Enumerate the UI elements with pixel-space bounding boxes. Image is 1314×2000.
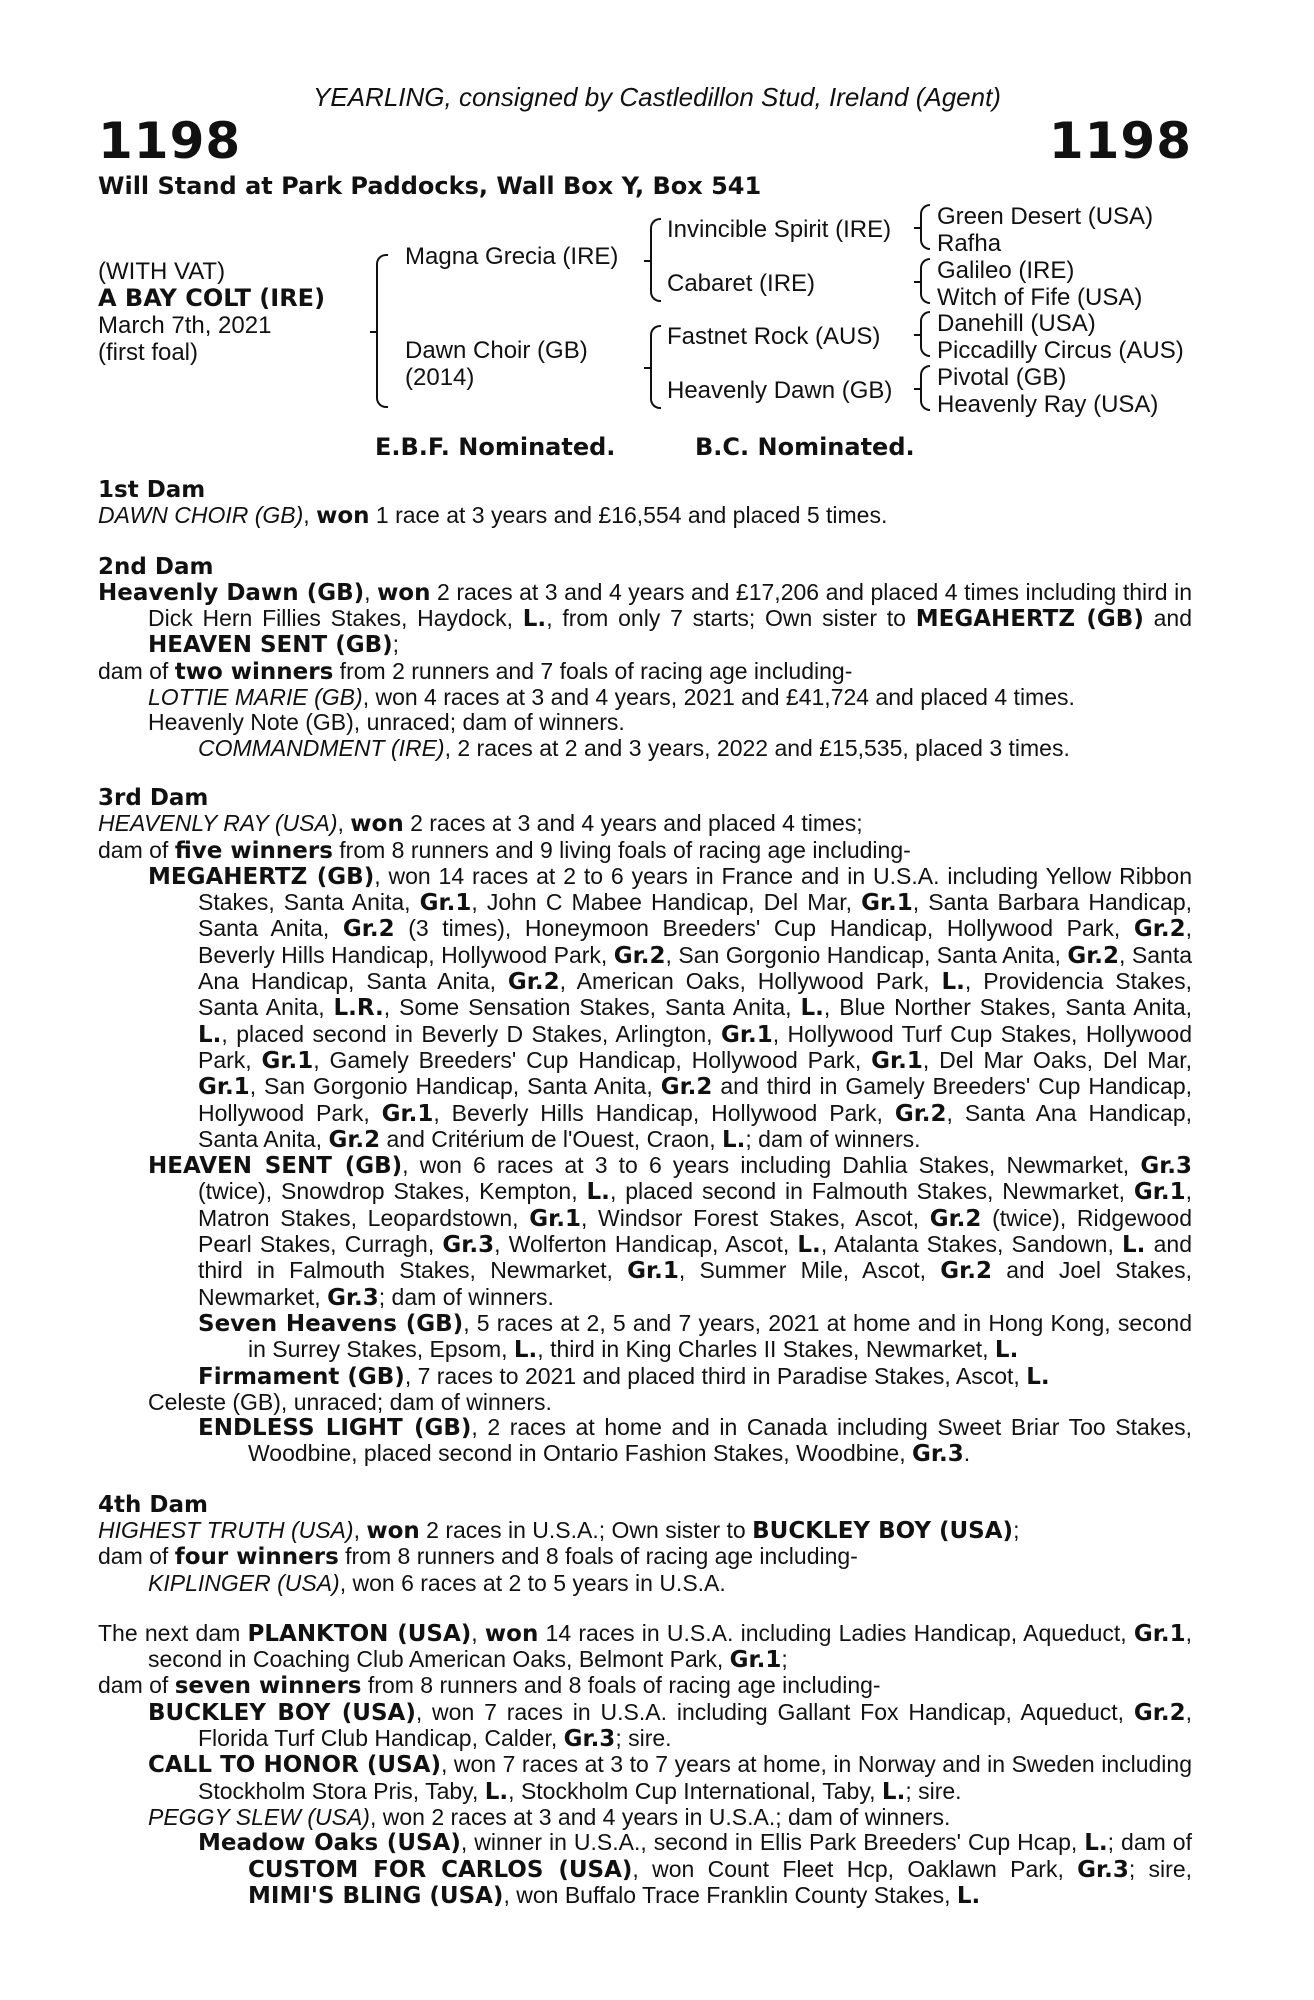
pedigree-brace-sire <box>650 218 661 302</box>
pedigree-brace-g3 <box>920 311 930 357</box>
fourth-dam-paragraph: HIGHEST TRUTH (USA), won 2 races in U.S.A.; Own sister to BUCKLEY BOY (USA); <box>98 1516 1020 1544</box>
fourth-dam-produce-summary: dam of four winners from 8 runners and 8 foals of racing age including- <box>98 1543 858 1571</box>
pedigree-brace-g4 <box>920 365 930 411</box>
produce-entry: COMMANDMENT (IRE), 2 races at 2 and 3 years, 2022 and £15,535, placed 3 times. <box>198 734 1070 761</box>
next-dam-produce-summary: dam of seven winners from 8 runners and 8 foals of racing age including- <box>98 1672 881 1700</box>
lot-number-right: 1198 <box>1048 112 1192 170</box>
dam-name: Dawn Choir (GB) <box>405 337 588 364</box>
gen3-ancestor: Green Desert (USA) <box>937 203 1154 230</box>
dam-dam: Heavenly Dawn (GB) <box>667 377 893 404</box>
first-dam-heading: 1st Dam <box>98 477 206 503</box>
pedigree-brace-g1 <box>920 204 930 250</box>
sire-dam: Cabaret (IRE) <box>667 270 816 297</box>
gen3-ancestor: Heavenly Ray (USA) <box>937 391 1159 418</box>
third-dam-produce-summary: dam of five winners from 8 runners and 9 living foals of racing age including- <box>98 836 911 864</box>
next-dam-paragraph: The next dam PLANKTON (USA), won 14 races in U.S.A. including Ladies Handicap, Aqueduct, Gr.1, second in Coaching Club American Oaks, Belmont Park, Gr.1; <box>98 1619 1192 1674</box>
second-dam-produce-summary: dam of two winners from 2 runners and 7 foals of racing age including- <box>98 657 853 685</box>
produce-entry-megahertz: MEGAHERTZ (GB), won 14 races at 2 to 6 years in France and in U.S.A. including Yellow Ribbon Stakes, Santa Anita, Gr.1, John C Mabee Handicap, Del Mar, Gr.1, Santa Barbara Handicap, Santa Anita, Gr.2 (3 times), Honeymoon Breeders' Cup Handicap, Hollywood Park, Gr.2, Beverly Hills Handicap, Hollywood Park, Gr.2, San Gorgonio Handicap, Santa Anita, Gr.2, Santa Ana Handicap, Santa Anita, Gr.2, American Oaks, Hollywood Park, L., Providencia Stakes, Santa Anita, L.R., Some Sensation Stakes, Santa Anita, L., Blue Norther Stakes, Santa Anita, L., placed second in Beverly D Stakes, Arlington, Gr.1, Hollywood Turf Cup Stakes, Hollywood Park, Gr.1, Gamely Breeders' Cup Handicap, Hollywood Park, Gr.1, Del Mar Oaks, Del Mar, Gr.1, San Gorgonio Handicap, Santa Anita, Gr.2 and third in Gamely Breeders' Cup Handicap, Hollywood Park, Gr.1, Beverly Hills Handicap, Hollywood Park, Gr.2, Santa Ana Handicap, Santa Anita, Gr.2 and Critérium de l'Ouest, Craon, L.; dam of winners. <box>148 862 1193 1153</box>
produce-entry: LOTTIE MARIE (GB), won 4 races at 3 and 4 years, 2021 and £41,724 and placed 4 times. <box>148 684 1075 711</box>
sire-name: Magna Grecia (IRE) <box>405 243 619 270</box>
pedigree-brace-main <box>376 254 388 408</box>
gen3-ancestor: Witch of Fife (USA) <box>937 284 1143 311</box>
produce-entry: BUCKLEY BOY (USA), won 7 races in U.S.A. including Gallant Fox Handicap, Aqueduct, Gr.2, Florida Turf Club Handicap, Calder, Gr.3; sire. <box>148 1698 1192 1753</box>
produce-entry: KIPLINGER (USA), won 6 races at 2 to 5 years in U.S.A. <box>148 1569 726 1596</box>
dam-year: (2014) <box>405 364 475 391</box>
pedigree-brace-g2 <box>920 258 930 304</box>
gen3-ancestor: Galileo (IRE) <box>937 257 1075 284</box>
produce-entry: Meadow Oaks (USA), winner in U.S.A., second in Ellis Park Breeders' Cup Hcap, L.; dam of CUSTOM FOR CARLOS (USA), won Count Fleet Hcp, Oaklawn Park, Gr.3; sire, MIMI'S BLING (USA), won Buffalo Trace Franklin County Stakes, L. <box>198 1829 1192 1909</box>
produce-entry: ENDLESS LIGHT (GB), 2 races at home and in Canada including Sweet Briar Too Stakes, Woodbine, placed second in Ontario Fashion Stakes, Woodbine, Gr.3. <box>198 1414 1193 1468</box>
produce-entry: PEGGY SLEW (USA), won 2 races at 3 and 4 years in U.S.A.; dam of winners. <box>148 1803 951 1830</box>
third-dam-heading: 3rd Dam <box>98 784 209 811</box>
produce-entry-heaven-sent: HEAVEN SENT (GB), won 6 races at 3 to 6 years including Dahlia Stakes, Newmarket, Gr.3 (twice), Snowdrop Stakes, Kempton, L., placed second in Falmouth Stakes, Newmarket, Gr.1, Matron Stakes, Leopardstown, Gr.1, Windsor Forest Stakes, Ascot, Gr.2 (twice), Ridgewood Pearl Stakes, Curragh, Gr.3, Wolferton Handicap, Ascot, L., Atalanta Stakes, Sandown, L. and third in Falmouth Stakes, Newmarket, Gr.1, Summer Mile, Ascot, Gr.2 and Joel Stakes, Newmarket, Gr.3; dam of winners. <box>148 1152 1193 1311</box>
sire-sire: Invincible Spirit (IRE) <box>667 216 892 243</box>
gen3-ancestor: Pivotal (GB) <box>937 364 1067 391</box>
foal-note: (first foal) <box>98 339 199 366</box>
bc-nomination: B.C. Nominated. <box>695 433 915 461</box>
dam-line-body <box>98 478 1192 1909</box>
second-dam-paragraph: Heavenly Dawn (GB), won 2 races at 3 and 4 years and £17,206 and placed 4 times including third in Dick Hern Fillies Stakes, Haydock, L., from only 7 starts; Own sister to MEGAHERTZ (GB) and HEAVEN SENT (GB); <box>98 578 1193 659</box>
stand-location: Will Stand at Park Paddocks, Wall Box Y, Box 541 <box>98 172 762 200</box>
fourth-dam-heading: 4th Dam <box>98 1491 208 1518</box>
second-dam-heading: 2nd Dam <box>98 553 214 580</box>
gen3-ancestor: Rafha <box>937 230 1002 257</box>
first-dam-paragraph: DAWN CHOIR (GB), won 1 race at 3 years and £16,554 and placed 5 times. <box>98 502 888 530</box>
produce-entry: Seven Heavens (GB), 5 races at 2, 5 and 7 years, 2021 at home and in Hong Kong, second in Surrey Stakes, Epsom, L., third in King Charles II Stakes, Newmarket, L. <box>198 1309 1192 1364</box>
vat-note: (WITH VAT) <box>98 258 226 285</box>
pedigree-brace-dam <box>650 325 661 409</box>
produce-entry: Firmament (GB), 7 races to 2021 and placed third in Paradise Stakes, Ascot, L. <box>198 1362 1050 1390</box>
foaling-date: March 7th, 2021 <box>98 312 272 339</box>
horse-name: A BAY COLT (IRE) <box>98 284 326 312</box>
produce-entry: Heavenly Note (GB), unraced; dam of winners. <box>148 709 625 736</box>
consignment-line: YEARLING, consigned by Castledillon Stud, Ireland (Agent) <box>313 82 1001 112</box>
lot-number-left: 1198 <box>98 112 242 170</box>
ebf-nomination: E.B.F. Nominated. <box>375 433 616 461</box>
gen3-ancestor: Piccadilly Circus (AUS) <box>937 337 1184 364</box>
third-dam-paragraph: HEAVENLY RAY (USA), won 2 races at 3 and 4 years and placed 4 times; <box>98 810 863 838</box>
gen3-ancestor: Danehill (USA) <box>937 310 1096 337</box>
dam-sire: Fastnet Rock (AUS) <box>667 323 881 350</box>
produce-entry: CALL TO HONOR (USA), won 7 races at 3 to 7 years at home, in Norway and in Sweden including Stockholm Stora Pris, Taby, L., Stockholm Cup International, Taby, L.; sire. <box>148 1751 1192 1805</box>
produce-entry: Celeste (GB), unraced; dam of winners. <box>148 1388 552 1415</box>
